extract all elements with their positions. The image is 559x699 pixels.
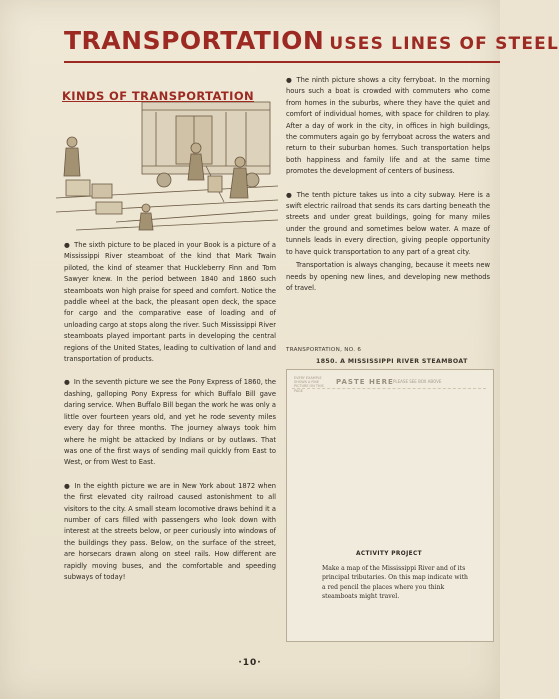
page-number: ·10· (238, 658, 262, 668)
paragraph-steamboat: ● The sixth picture to be placed in your Book is a picture of a Mississippi River steamboat of the kind that Mark Twain piloted, the kind of steamer that Huckleberry Finn and Tom Sawyer knew. In the period between 1840 and 1860 such steamboats won high praise for speed and comfort. Notice the paddle wheel at the back, the pleasant open deck, the space for cargo and the comparative ease of loading and of unloading cargo at stops along the river. Such Mississippi River steamboats played important parts in developing the central regions of the United States, leading to cultivation of land and transportation of products. (64, 241, 276, 364)
left-column (64, 240, 276, 595)
section-heading: KINDS OF TRANSPORTATION (62, 89, 255, 103)
page-title-main: TRANSPORTATION (64, 26, 325, 55)
activity-text: Make a map of the Mississippi River and of its principal tributaries. On this map indicate with a red pencil the places where you think steamboats might travel. (322, 565, 468, 600)
picture-title: 1850. A MISSISSIPPI RIVER STEAMBOAT (316, 358, 468, 365)
paragraph-subway: ● The tenth picture takes us into a city subway. Here is a swift electric railroad that sends its cars darting beneath the streets and under great buildings, going for many miles under the ground and sometimes below water. A maze of tunnels leads in every direction, giving people opportunity to have quick transportation to any part of a great city. (286, 190, 490, 256)
paragraph-elevated-railroad: ● In the eighth picture we are in New York about 1872 when the first elevated city railroad caused astonishment to all visitors to the city. A small steam locomotive draws behind it a number of cars filled with passengers who look down with interest at the streets below, or peer curiously into windows of the buildings they pass. Below, on the surface of the street, are horsecars drawn along on steel rails. How different are rapidly moving buses, and the comfortable and speeding subways of today! (64, 481, 276, 581)
paste-dashed-line (292, 388, 486, 389)
paragraph-pony-express: ● In the seventh picture we see the Pony Express of 1860, the dashing, galloping Pony Express for which Buffalo Bill gave daring service. When Buffalo Bill began the work he was only a little over fourteen years old, and yet he rode seventy miles every day for three months. The journey always took him where he might be attacked by Indians or by outlaws. That was one of the first ways of sending mail quickly from East to West, or from West to East. (64, 378, 276, 467)
paste-note: PLEASE SEE BOX ABOVE (393, 379, 442, 384)
paste-here-label: PASTE HERE (336, 378, 394, 386)
right-column (286, 75, 490, 306)
series-label: TRANSPORTATION, NO. 6 (286, 347, 362, 353)
paste-instruction-small: EVERY EXAMPLE SHOWS A FINE PICTURE ON THIS PAGE (294, 376, 324, 393)
title-rule (64, 61, 500, 63)
page-title-sub: USES LINES OF STEEL (329, 34, 559, 54)
activity-title: ACTIVITY PROJECT (356, 551, 423, 557)
page-title (64, 26, 559, 55)
paragraph-closing: Transportation is always changing, because it meets new needs by opening new lines, and developing new methods of travel. (286, 261, 490, 292)
paragraph-ferryboat: ● The ninth picture shows a city ferryboat. In the morning hours such a boat is crowded with commuters who come from homes in the suburbs, where they have the quiet and comfort of individual homes, with space for children to play. After a day of work in the city, in offices in high buildings, the commuters again go by ferryboat across the waters and return to their suburban homes. Such transportation helps both happiness and family life and at the same time promotes the development of centers of business. (286, 76, 490, 176)
